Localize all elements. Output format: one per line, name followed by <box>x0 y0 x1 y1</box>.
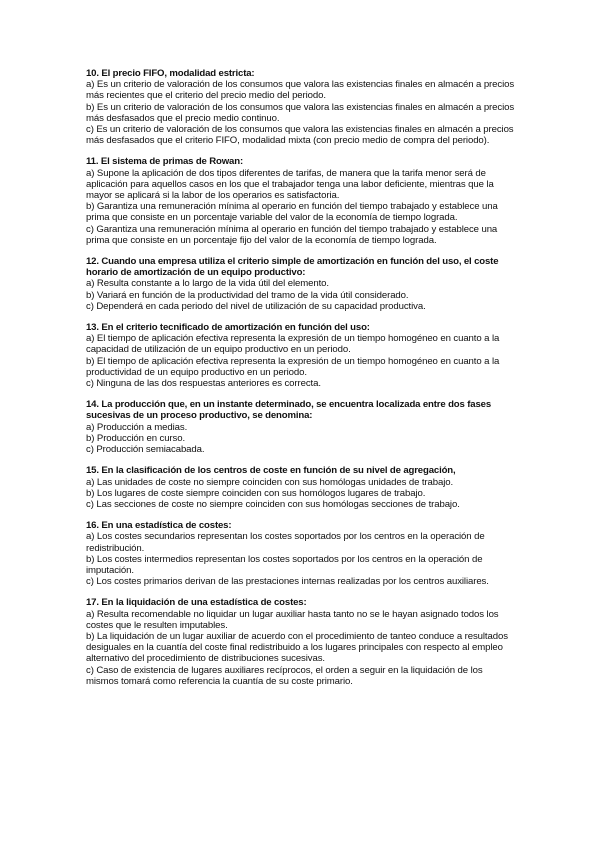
answer-option-b: b) La liquidación de un lugar auxiliar de acuerdo con el procedimiento de tanteo conduce a resultados desiguales en la cuantía del coste final redistribuido a los lugares principales con respecto al empleo alternativo del procedimiento de distribuciones sucesivas. <box>86 630 508 665</box>
answer-option-b: b) Los lugares de coste siempre coinciden con sus homólogos lugares de trabajo. <box>86 487 426 499</box>
answer-option-c: c) Los costes primarios derivan de las prestaciones internas realizadas por los centros auxiliares. <box>86 576 489 588</box>
answer-option-a: a) Los costes secundarios representan los costes soportados por los centros en la operación de redistribución. <box>86 531 485 554</box>
answer-option-c: c) Ninguna de las dos respuestas anteriores es correcta. <box>86 378 321 390</box>
answer-option-a: a) Las unidades de coste no siempre coinciden con sus homólogas unidades de trabajo. <box>86 476 454 488</box>
answer-option-a: a) Resulta constante a lo largo de la vida útil del elemento. <box>86 278 329 290</box>
answer-option-b: b) El tiempo de aplicación efectiva representa la expresión de un tiempo homogéneo en cuanto a la productividad de un equipo productivo en un periodo. <box>86 355 500 378</box>
question-10 <box>86 68 516 146</box>
answer-option-c: c) Es un criterio de valoración de los consumos que valora las existencias finales en almacén a precios más desfasados que el criterio FIFO, modalidad mixta (con precio medio de compra del periodo). <box>86 124 514 147</box>
question-title: 17. En la liquidación de una estadística de costes: <box>86 597 307 609</box>
answer-option-c: c) Producción semiacabada. <box>86 444 205 456</box>
question-title: 11. El sistema de primas de Rowan: <box>86 156 243 168</box>
answer-option-a: a) Supone la aplicación de dos tipos diferentes de tarifas, de manera que la tarifa menor será de aplicación para aquellos casos en los que el trabajador tenga una labor deficiente, mientras que la mayor se aplicará si la labor de los operarios es satisfactoria. <box>86 167 494 202</box>
question-11 <box>86 156 516 246</box>
question-14 <box>86 399 516 455</box>
question-title: 14. La producción que, en un instante determinado, se encuentra localizada entre dos fases sucesivas de un proceso productivo, se denomina: <box>86 399 492 422</box>
question-title: 12. Cuando una empresa utiliza el criterio simple de amortización en función del uso, el coste horario de amortización de un equipo productivo: <box>86 256 499 279</box>
answer-option-b: b) Los costes intermedios representan los costes soportados por los centros en la operación de imputación. <box>86 553 483 576</box>
question-title: 10. El precio FIFO, modalidad estricta: <box>86 68 255 79</box>
answer-option-b: b) Garantiza una remuneración mínima al operario en función del tiempo trabajado y establece una prima que consiste en un porcentaje variable del valor de la economía de tiempo lograda. <box>86 201 498 224</box>
answer-option-b: b) Es un criterio de valoración de los consumos que valora las existencias finales en almacén a precios más desfasados que el precio medio continuo. <box>86 101 515 124</box>
document-page <box>86 68 516 697</box>
answer-option-a: a) Producción a medias. <box>86 421 188 433</box>
answer-option-c: c) Caso de existencia de lugares auxiliares recíprocos, el orden a seguir en la liquidación de los mismos tomará como referencia la cuantía de su coste primario. <box>86 664 483 687</box>
question-13 <box>86 322 516 389</box>
question-title: 16. En una estadística de costes: <box>86 520 232 532</box>
answer-option-c: c) Las secciones de coste no siempre coinciden con sus homólogas secciones de trabajo. <box>86 498 460 510</box>
question-title: 15. En la clasificación de los centros de coste en función de su nivel de agregación, <box>86 465 456 477</box>
answer-option-b: b) Producción en curso. <box>86 432 186 444</box>
answer-option-b: b) Variará en función de la productividad del tramo de la vida útil considerado. <box>86 289 409 301</box>
answer-option-a: a) Resulta recomendable no liquidar un lugar auxiliar hasta tanto no se le hayan asignado todos los costes que le resulten imputables. <box>86 608 499 631</box>
answer-option-a: a) El tiempo de aplicación efectiva representa la expresión de un tiempo homogéneo en cuanto a la capacidad de utilización de un equipo productivo en un periodo. <box>86 333 500 356</box>
question-title: 13. En el criterio tecnificado de amortización en función del uso: <box>86 322 370 334</box>
answer-option-a: a) Es un criterio de valoración de los consumos que valora las existencias finales en almacén a precios más recientes que el criterio del precio medio del periodo. <box>86 79 515 102</box>
question-17 <box>86 597 516 687</box>
question-16 <box>86 520 516 587</box>
answer-option-c: c) Dependerá en cada periodo del nivel de utilización de su capacidad productiva. <box>86 300 426 312</box>
answer-option-c: c) Garantiza una remuneración mínima al operario en función del tiempo trabajado y establece una prima que consiste en un porcentaje fijo del valor de la economía de tiempo lograda. <box>86 223 498 246</box>
question-15 <box>86 465 516 510</box>
question-12 <box>86 256 516 312</box>
